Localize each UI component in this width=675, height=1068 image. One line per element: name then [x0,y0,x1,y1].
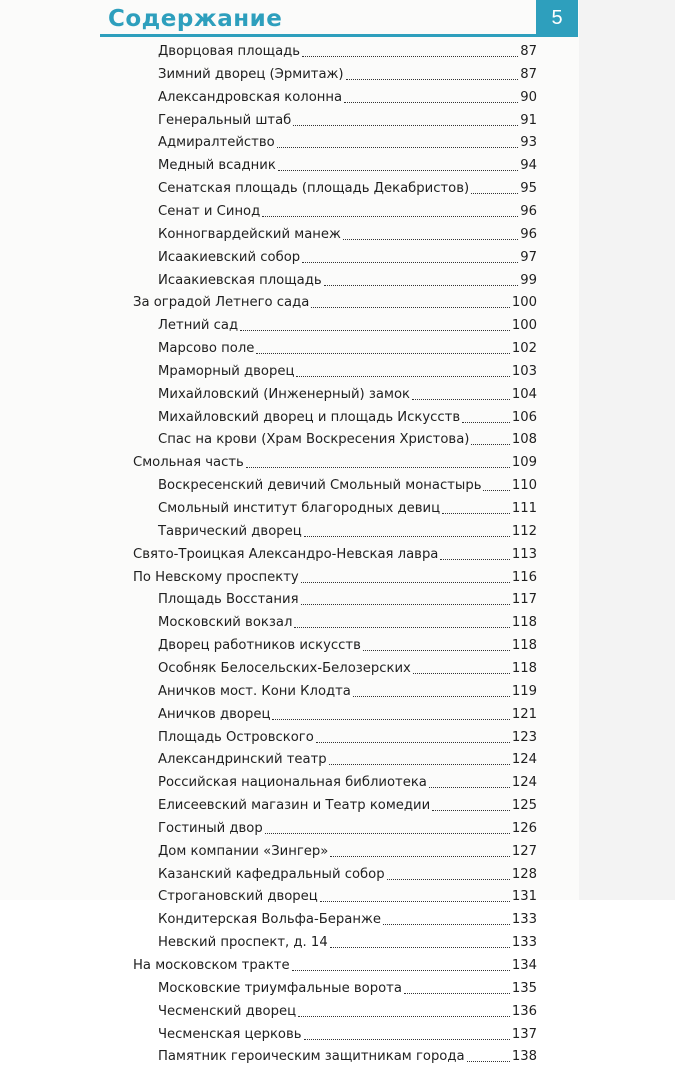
toc-entry-page: 128 [511,866,537,882]
dot-leader [316,741,510,743]
section-title: Содержание [108,6,283,32]
toc-entry-title: Адмиралтейство [158,135,275,151]
toc-entry-title: Воскресенский девичий Смольный монастырь [158,478,482,494]
toc-entry [158,110,537,132]
toc-entry-title: Смольная часть [133,455,244,471]
toc-entry [158,315,537,337]
toc-entry [133,544,537,566]
dot-leader [343,238,518,240]
toc-entry-title: Елисеевский магазин и Театр комедии [158,798,431,814]
toc-entry-title: Михайловский дворец и площадь Искусств [158,409,461,425]
page-margin-shadow [579,0,675,900]
toc-entry [158,384,537,406]
toc-entry-title: Смольный институт благородных девиц [158,501,441,516]
toc-entry [158,1046,537,1068]
toc-entry-title: Строгановский дворец [158,889,318,905]
dot-leader [272,718,509,720]
dot-leader [240,329,510,331]
toc-entry-page: 125 [511,798,537,814]
toc-entry-page: 138 [511,1049,537,1065]
toc-entry [158,201,537,223]
dot-leader [346,78,519,80]
toc-entry [158,1024,537,1046]
toc-entry [158,772,537,794]
toc-entry-page: 118 [511,615,537,631]
toc-entry-title: Таврический дворец [158,523,302,539]
toc-entry-page: 131 [511,889,537,905]
toc-entry-title: Сенатская площадь (площадь Декабристов) [158,181,470,197]
toc-entry-page: 133 [511,912,537,928]
toc-entry-page: 97 [520,249,537,265]
dot-leader [442,512,510,514]
toc-entry [158,1001,537,1023]
toc-entry [158,338,537,360]
dot-leader [292,969,510,971]
toc-entry-page: 124 [511,752,537,768]
toc-entry-title: Дом компании «Зингер» [158,843,329,859]
toc-entry-page: 121 [511,706,537,722]
toc-entry-title: Кондитерская Вольфа-Беранже [158,912,381,928]
toc-entry [158,41,537,63]
toc-entry-title: Свято-Троицкая Александро-Невская лавра [133,546,439,562]
dot-leader [471,443,509,445]
toc-entry-page: 94 [520,158,537,174]
dot-leader [301,581,510,583]
toc-entry-title: Михайловский (Инженерный) замок [158,386,410,402]
toc-entry-page: 118 [511,638,537,654]
dot-leader [256,352,509,354]
toc-entry-page: 95 [520,181,537,197]
dot-leader [304,1038,510,1040]
toc-entry-page: 133 [511,935,537,951]
toc-entry [158,498,537,520]
toc-entry [133,452,537,474]
toc-entry [158,270,537,292]
dot-leader [353,695,510,697]
page-number-box [536,0,578,37]
toc-entry-title: Конногвардейский манеж [158,226,341,242]
dot-leader [320,900,510,902]
toc-entry-title: Марсово поле [158,341,255,357]
toc-entry-page: 109 [511,455,537,471]
dot-leader [277,146,519,148]
toc-entry-title: На московском тракте [133,958,290,973]
toc-entry [158,407,537,429]
dot-leader [311,306,510,308]
toc-entry-title: Александровская колонна [158,89,343,105]
toc-entry-title: За оградой Летнего сада [133,295,310,311]
dot-leader [294,626,509,628]
toc-entry-title: Площадь Островского [158,729,314,745]
toc-entry [158,475,537,497]
toc-entry-title: Александринский театр [158,752,327,768]
dot-leader [412,398,510,400]
toc-entry-page: 136 [511,1003,537,1019]
toc-entry-title: Зимний дворец (Эрмитаж) [158,66,344,82]
toc-entry-title: Особняк Белосельских-Белозерских [158,660,411,676]
toc-entry-page: 103 [511,363,537,379]
toc-entry-page: 118 [511,660,537,676]
toc-entry-page: 112 [511,523,537,539]
toc-entry [158,635,537,657]
toc-entry [158,521,537,543]
toc-entry-page: 96 [520,203,537,219]
toc-entry [158,658,537,680]
toc-entry-title: Московский вокзал [158,615,293,631]
toc-entry-title: Российская национальная библиотека [158,775,427,791]
toc-entry [158,795,537,817]
toc-entry [158,681,537,703]
toc-entry-page: 123 [511,729,537,745]
dot-leader [404,992,510,994]
toc-entry [158,704,537,726]
toc-entry-title: Аничков мост. Кони Клодта [158,683,351,699]
toc-entry [158,589,537,611]
toc-entry-page: 87 [520,66,537,82]
toc-entry-page: 134 [511,958,537,973]
toc-entry [158,886,537,908]
toc-entry [133,292,537,314]
toc-entry-page: 111 [511,501,537,516]
dot-leader [471,192,518,194]
toc-entry [158,818,537,840]
toc-entry-title: Памятник героическим защитникам города [158,1049,465,1065]
dot-leader [483,489,509,491]
toc-entry [158,361,537,383]
toc-entry [158,978,537,1000]
dot-leader [432,809,510,811]
toc-entry-page: 102 [511,341,537,357]
toc-entry [158,727,537,749]
toc-entry [158,841,537,863]
dot-leader [329,763,510,765]
toc-entry-title: Аничков дворец [158,706,271,722]
toc-entry-page: 87 [520,44,537,59]
toc-entry-page: 100 [511,295,537,311]
dot-leader [278,169,518,171]
toc-entry-title: Гостиный двор [158,820,263,836]
toc-entry-page: 127 [511,843,537,859]
toc-entry-title: Мраморный дворец [158,363,295,379]
toc-entry [158,749,537,771]
dot-leader [363,649,510,651]
dot-leader [429,786,510,788]
dot-leader [298,1015,510,1017]
toc-entry-page: 91 [520,112,537,128]
toc-entry-title: Спас на крови (Храм Воскресения Христова) [158,432,470,448]
dot-leader [301,603,510,605]
dot-leader [462,421,510,423]
toc-entry-title: Исаакиевский собор [158,249,301,265]
dot-leader [296,375,509,377]
dot-leader [324,284,519,286]
toc-entry-page: 106 [511,409,537,425]
toc-entry [133,955,537,977]
toc-entry-title: Невский проспект, д. 14 [158,935,328,951]
dot-leader [304,535,510,537]
dot-leader [293,124,518,126]
toc-entry-page: 96 [520,226,537,242]
toc-entry-page: 93 [520,135,537,151]
toc-entry [158,64,537,86]
toc-entry-page: 117 [511,592,537,608]
toc-entry [158,932,537,954]
toc-entry [158,155,537,177]
toc-entry-page: 135 [511,980,537,996]
toc-entry-page: 124 [511,775,537,791]
dot-leader [246,466,510,468]
page-number: 5 [551,7,563,29]
toc-entry-title: Генеральный штаб [158,112,292,128]
toc-entry-page: 126 [511,820,537,836]
toc-entry-title: Дворцовая площадь [158,44,301,59]
toc-entry [158,178,537,200]
toc-entry-page: 113 [511,546,537,562]
header-rule [100,34,578,37]
dot-leader [387,878,510,880]
toc-entry-title: Исаакиевская площадь [158,272,322,288]
toc-entry-page: 116 [511,569,537,585]
toc-entry-title: Площадь Восстания [158,592,299,608]
toc-entry-title: Чесменский дворец [158,1003,297,1019]
toc-entry-page: 90 [520,89,537,105]
toc-entry [158,132,537,154]
toc-entry-page: 108 [511,432,537,448]
toc-entry [158,612,537,634]
dot-leader [265,832,510,834]
toc-entry-page: 104 [511,386,537,402]
dot-leader [302,261,518,263]
toc-entry-page: 119 [511,683,537,699]
toc-entry-title: Казанский кафедральный собор [158,866,385,882]
dot-leader [440,558,509,560]
toc-entry [158,909,537,931]
toc-entry [133,567,537,589]
toc-entry [158,864,537,886]
dot-leader [344,101,518,103]
toc-entry-page: 99 [520,272,537,288]
toc-entry-page: 110 [511,478,537,494]
toc-entry-title: Дворец работников искусств [158,638,361,654]
dot-leader [383,923,510,925]
toc-entry-title: По Невскому проспекту [133,569,299,585]
dot-leader [262,215,518,217]
toc-entry [158,247,537,269]
toc-entry [158,87,537,109]
toc-entry-title: Московские триумфальные ворота [158,980,402,996]
dot-leader [302,55,518,57]
toc-entry-title: Летний сад [158,318,239,334]
toc-entry [158,429,537,451]
dot-leader [413,672,510,674]
toc-entry-title: Медный всадник [158,158,276,174]
toc-entry-title: Чесменская церковь [158,1026,302,1042]
dot-leader [330,855,509,857]
toc-entry-page: 137 [511,1026,537,1042]
toc-entry-title: Сенат и Синод [158,203,261,219]
dot-leader [467,1060,510,1062]
dot-leader [330,946,510,948]
toc-entry-page: 100 [511,318,537,334]
toc-entry [158,224,537,246]
